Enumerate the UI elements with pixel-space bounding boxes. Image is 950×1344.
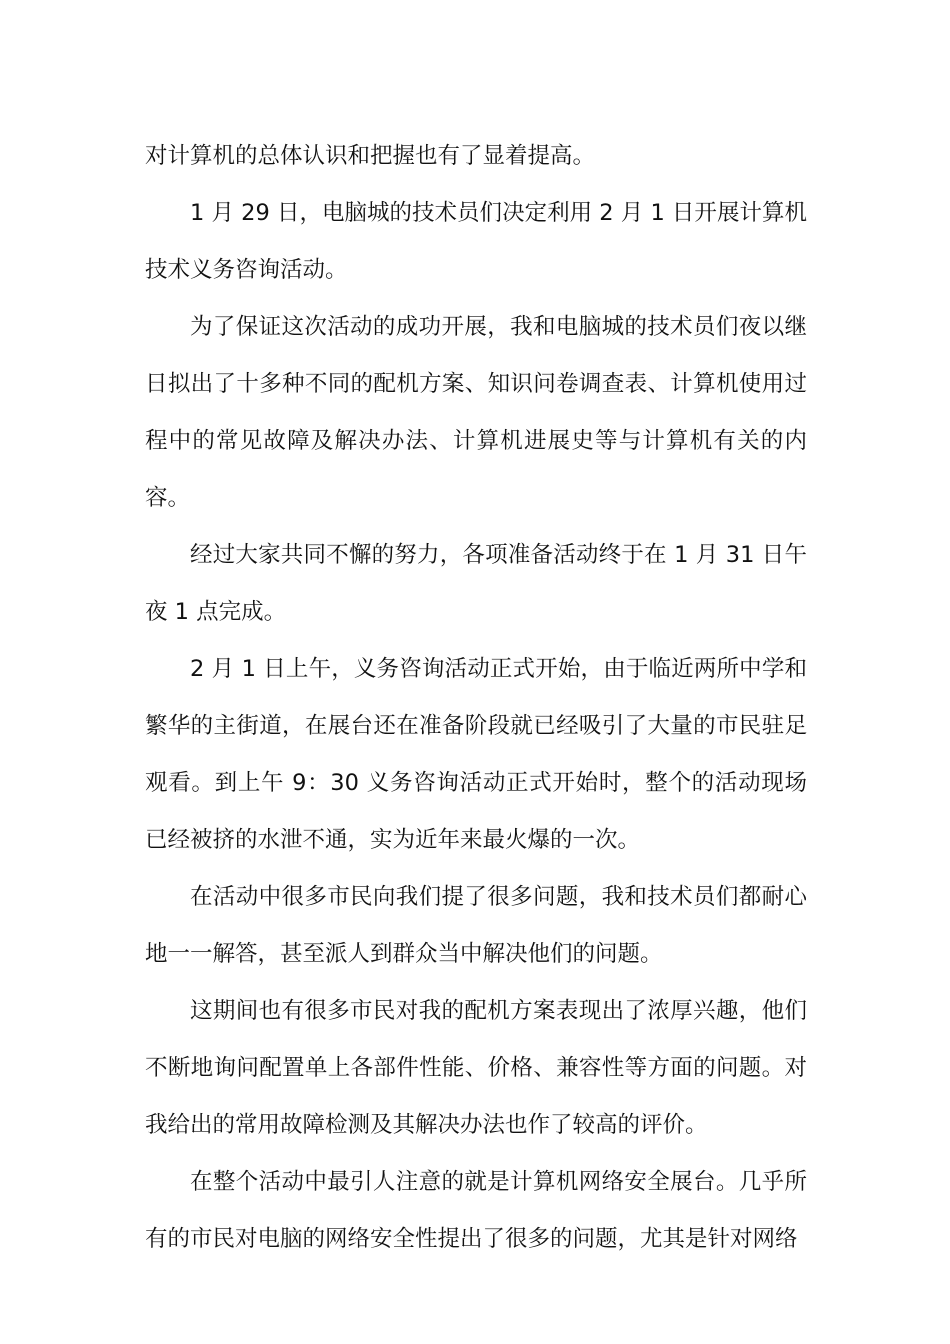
paragraph-event-start: 2 月 1 日上午，义务咨询活动正式开始，由于临近两所中学和繁华的主街道，在展台还在准备阶段就已经吸引了大量的市民驻足观看。到上午 9：30 义务咨询活动正式开始时，整个的活动现场已经被挤的水泄不通，实为近年来最火爆的一次。: [145, 656, 807, 853]
paragraph-config-interest: 这期间也有很多市民对我的配机方案表现出了浓厚兴趣，他们不断地询问配置单上各部件性能、价格、兼容性等方面的问题。对我给出的常用故障检测及其解决办法也作了较高的评价。: [145, 998, 807, 1138]
paragraph-preparation: 为了保证这次活动的成功开展，我和电脑城的技术员们夜以继日拟出了十多种不同的配机方案、知识问卷调查表、计算机使用过程中的常见故障及解决办法、计算机进展史等与计算机有关的内容。: [145, 314, 807, 511]
paragraph-questions: 在活动中很多市民向我们提了很多问题，我和技术员们都耐心地一一解答，甚至派人到群众当中解决他们的问题。: [145, 884, 807, 967]
document-body: [145, 128, 807, 1268]
paragraph-network-security: 在整个活动中最引人注意的就是计算机网络安全展台。几乎所有的市民对电脑的网络安全性提出了很多的问题，尤其是针对网络: [145, 1169, 807, 1252]
paragraph-completion: 经过大家共同不懈的努力，各项准备活动终于在 1 月 31 日午夜 1 点完成。: [145, 542, 807, 625]
paragraph-date-decision: 1 月 29 日，电脑城的技术员们决定利用 2 月 1 日开展计算机技术义务咨询活动。: [145, 200, 807, 283]
paragraph-continuation: 对计算机的总体认识和把握也有了显着提高。: [145, 143, 596, 169]
